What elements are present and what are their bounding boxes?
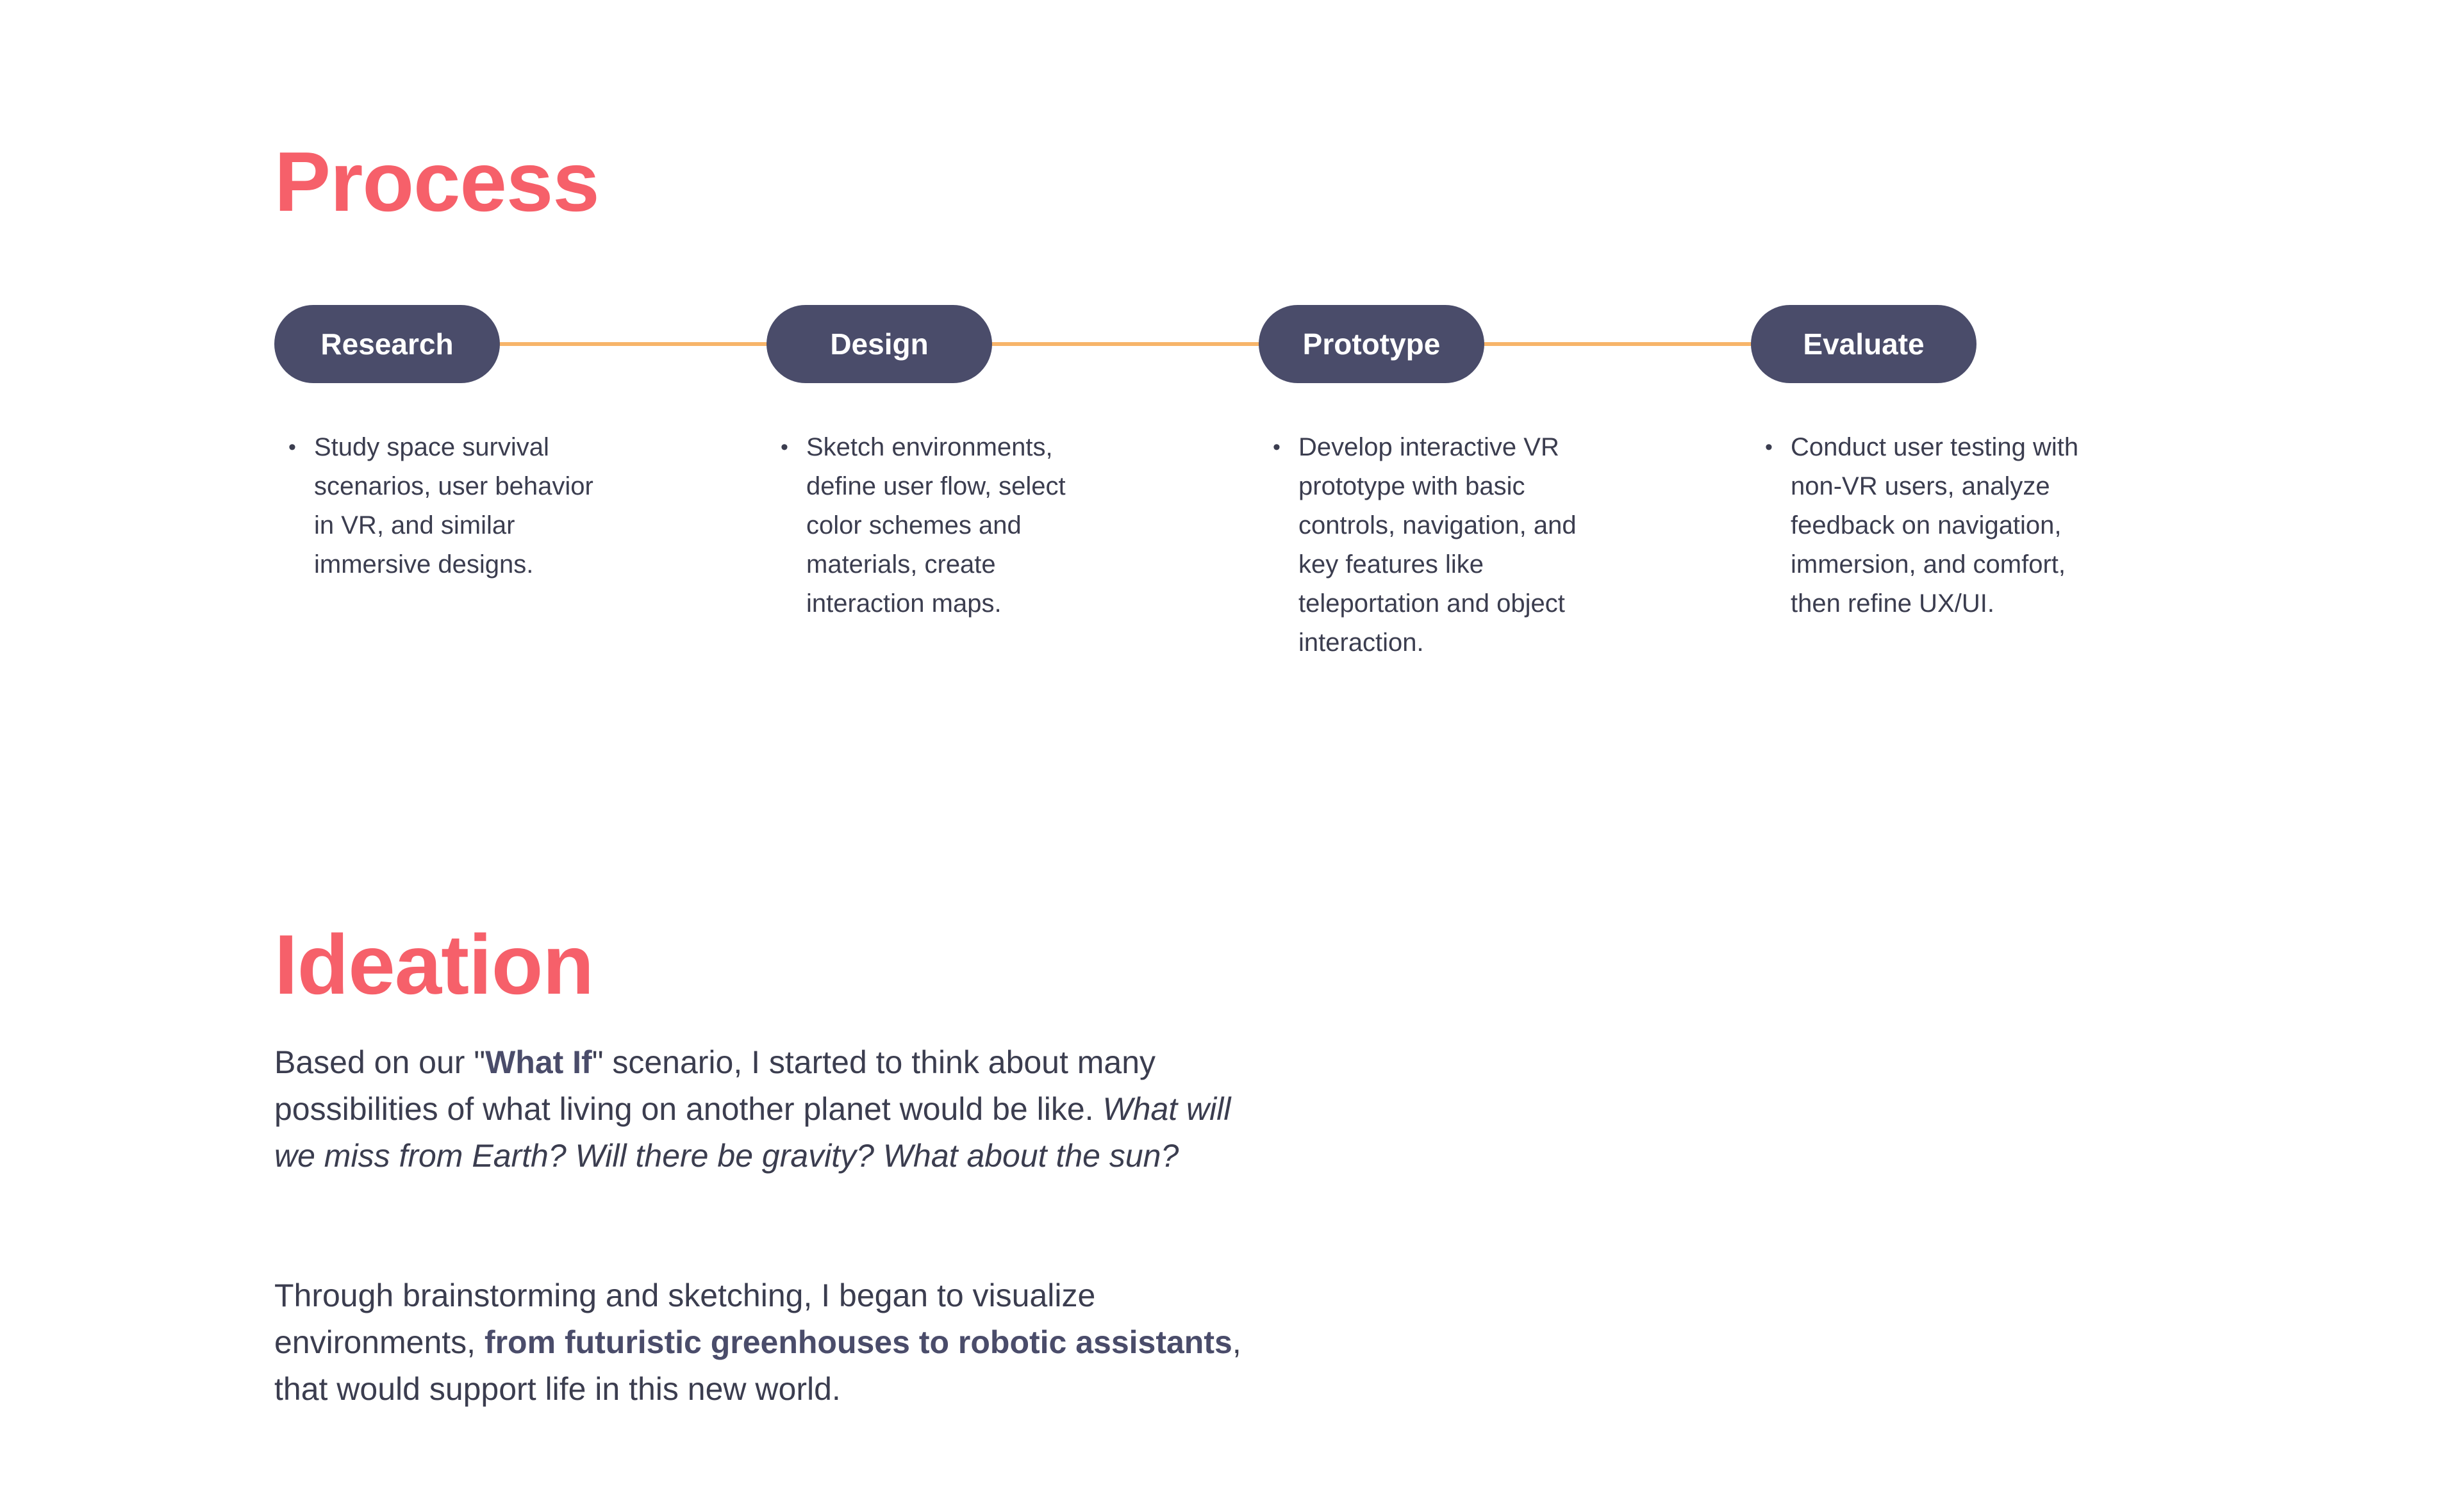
p1-mid-text: " scenario, I started to think about many possibilities of what living on another planet would be like. [274,1044,1156,1127]
step-research-pill: Research [274,305,500,383]
p2-lead-text: Through brainstorming and sketching, I began to visualize environments, [274,1278,1096,1360]
step-evaluate-pill: Evaluate [1751,305,1976,383]
step-prototype-pill: Prototype [1259,305,1484,383]
process-title: Process [274,135,599,229]
p2-tail-text: , that would support life in this new world. [274,1324,1241,1407]
ideation-paragraph-2 [274,1272,1248,1413]
step-design-pill: Design [766,305,992,383]
step-research-bullet: • Study space survival scenarios, user behavior in VR, and similar immersive designs. [314,428,615,584]
step-research-description [274,428,615,584]
step-evaluate-bullet: • Conduct user testing with non-VR users, analyze feedback on navigation, immersion, and comfort, then refine UX/UI. [1791,428,2092,623]
step-evaluate-description [1751,428,2092,623]
ideation-title: Ideation [274,917,594,1012]
p2-greenhouses-emphasis: from futuristic greenhouses to robotic assistants [484,1324,1232,1360]
step-prototype-description [1259,428,1600,662]
p1-what-if-emphasis: What If [485,1044,592,1080]
p1-lead-text: Based on our " [274,1044,486,1080]
step-design-description [766,428,1107,623]
step-prototype-bullet: • Develop interactive VR prototype with basic controls, navigation, and key features like teleportation and object interaction. [1298,428,1600,662]
timeline-connector [487,342,1769,346]
p1-questions-italic: What will we miss from Earth? Will there be gravity? What about the sun? [274,1091,1231,1174]
ideation-paragraph-1 [274,1039,1248,1179]
step-design-bullet: • Sketch environments, define user flow, select color schemes and materials, create interaction maps. [806,428,1107,623]
